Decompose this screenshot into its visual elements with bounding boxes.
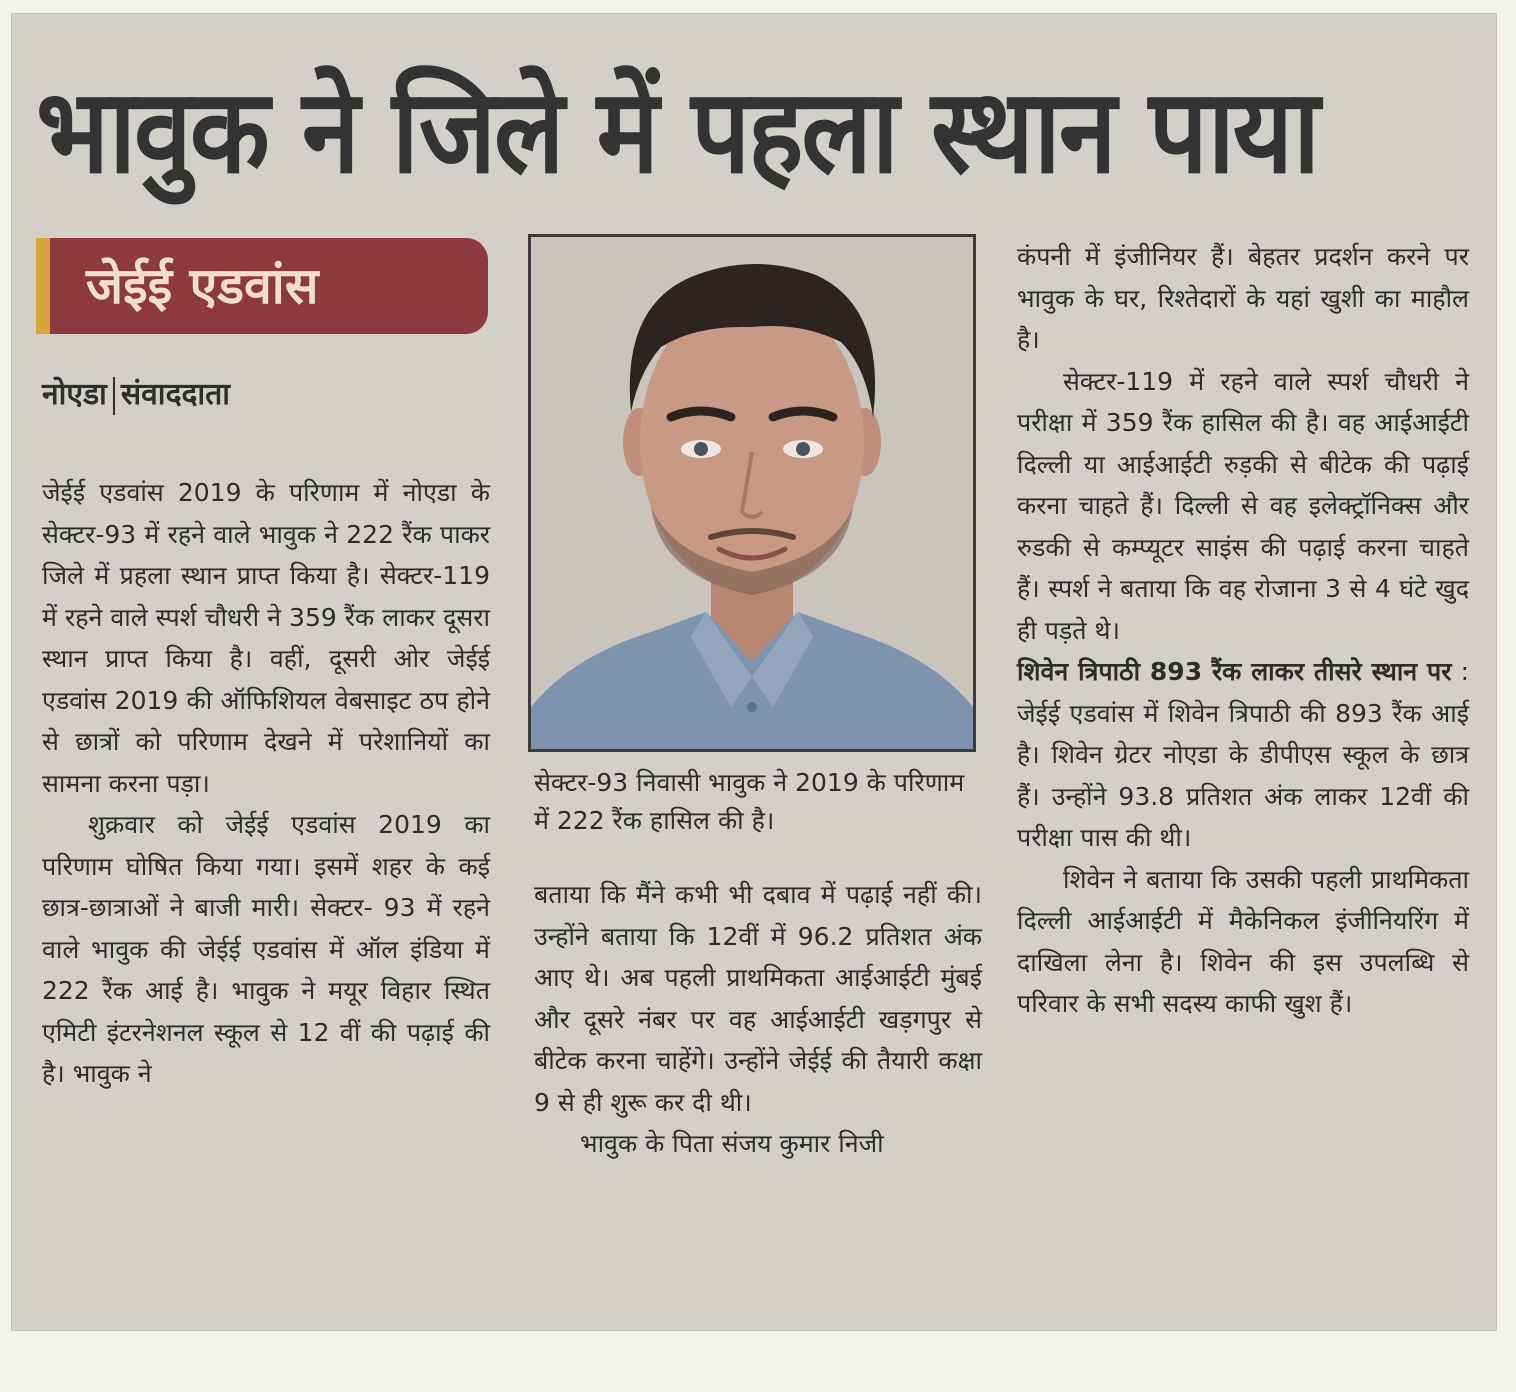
- byline-location: नोएडा: [42, 377, 107, 412]
- article-column-3: [1017, 236, 1469, 1025]
- section-tag-accent: [36, 238, 50, 334]
- column3-paragraph-3-text: : जेईई एडवांस में शिवेन त्रिपाठी की 893 रैंक आई है। शिवेन ग्रेटर नोएडा के डीपीएस स्कूल के छात्र हैं। उन्होंने 93.8 प्रतिशत अंक लाकर 12वीं की परीक्षा पास की थी।: [1017, 657, 1469, 852]
- column3-paragraph-2: सेक्टर-119 में रहने वाले स्पर्श चौधरी ने परीक्षा में 359 रैंक हासिल की है। वह आईआईटी दिल्ली या आईआईटी रुड़की से बीटेक की पढ़ाई करना चाहते हैं। दिल्ली से वह इलेक्ट्रॉनिक्स और रुडकी से कम्प्यूटर साइंस की पढ़ाई करना चाहते हैं। स्पर्श ने बताया कि वह रोजाना 3 से 4 घंटे खुद ही पड़ते थे।: [1017, 366, 1469, 645]
- byline-reporter: संवाददाता: [120, 377, 231, 412]
- photo-caption: सेक्टर-93 निवासी भावुक ने 2019 के परिणाम में 222 रैंक हासिल की है।: [534, 768, 965, 835]
- column2-paragraph-1: बताया कि मैंने कभी भी दबाव में पढ़ाई नहीं की। उन्होंने बताया कि 12वीं में 96.2 प्रतिशत अंक आए थे। अब पहली प्राथमिकता आईआईटी मुंबई और दूसरे नंबर पर वह आईआईटी खड़गपुर से बीटेक करना चाहेंगे। उन्होंने जेईई की तैयारी कक्षा 9 से ही शुरू कर दी थी।: [534, 880, 982, 1117]
- section-tag-label: जेईई एडवांस: [86, 257, 319, 315]
- column3-paragraph-1: कंपनी में इंजीनियर हैं। बेहतर प्रदर्शन करने पर भावुक के घर, रिश्तेदारों के यहां खुशी का माहौल है।: [1017, 242, 1469, 354]
- column2-paragraph-2: भावुक के पिता संजय कुमार निजी: [580, 1129, 884, 1158]
- byline: [42, 372, 230, 415]
- column3-paragraph-4: शिवेन ने बताया कि उसकी पहली प्राथमिकता दिल्ली आईआईटी में मैकेनिकल इंजीनियरिंग में दाखिला लेना है। शिवेन की इस उपलब्धि से परिवार के सभी सदस्य काफी खुश हैं।: [1017, 864, 1469, 1018]
- column3-subhead: शिवेन त्रिपाठी 893 रैंक लाकर तीसरे स्थान पर: [1017, 657, 1452, 686]
- column1-paragraph-2: शुक्रवार को जेईई एडवांस 2019 का परिणाम घोषित किया गया। इसमें शहर के कई छात्र-छात्राओं ने बाजी मारी। सेक्टर- 93 में रहने वाले भावुक की जेईई एडवांस में ऑल इंडिया में 222 रैंक आई है। भावुक ने मयूर विहार स्थित एमिटी इंटरनेशनल स्कूल से 12 वीं की पढ़ाई की है। भावुक ने: [42, 810, 490, 1088]
- article-column-1: [42, 472, 490, 1095]
- section-tag: [36, 238, 488, 334]
- column1-paragraph-1: जेईई एडवांस 2019 के परिणाम में नोएडा के सेक्टर-93 में रहने वाले भावुक ने 222 रैंक पाकर जिले में प्रहला स्थान प्राप्त किया है। सेक्टर-119 में रहने वाले स्पर्श चौधरी ने 359 रैंक लाकर दूसरा स्थान प्राप्त किया है। वहीं, दूसरी ओर जेईई एडवांस 2019 की ऑफिशियल वेबसाइट ठप होने से छात्रों को परिणाम देखने में परेशानियों का सामना करना पड़ा।: [42, 478, 490, 798]
- article-column-2: [534, 874, 982, 1165]
- column3-paragraph-3: [1017, 651, 1469, 859]
- student-portrait-image: [531, 237, 973, 749]
- byline-divider: [113, 377, 115, 415]
- headline: भावुक ने जिले में पहला स्थान पाया: [36, 62, 1319, 200]
- student-photo: [528, 234, 976, 752]
- newspaper-clipping: [12, 14, 1496, 1330]
